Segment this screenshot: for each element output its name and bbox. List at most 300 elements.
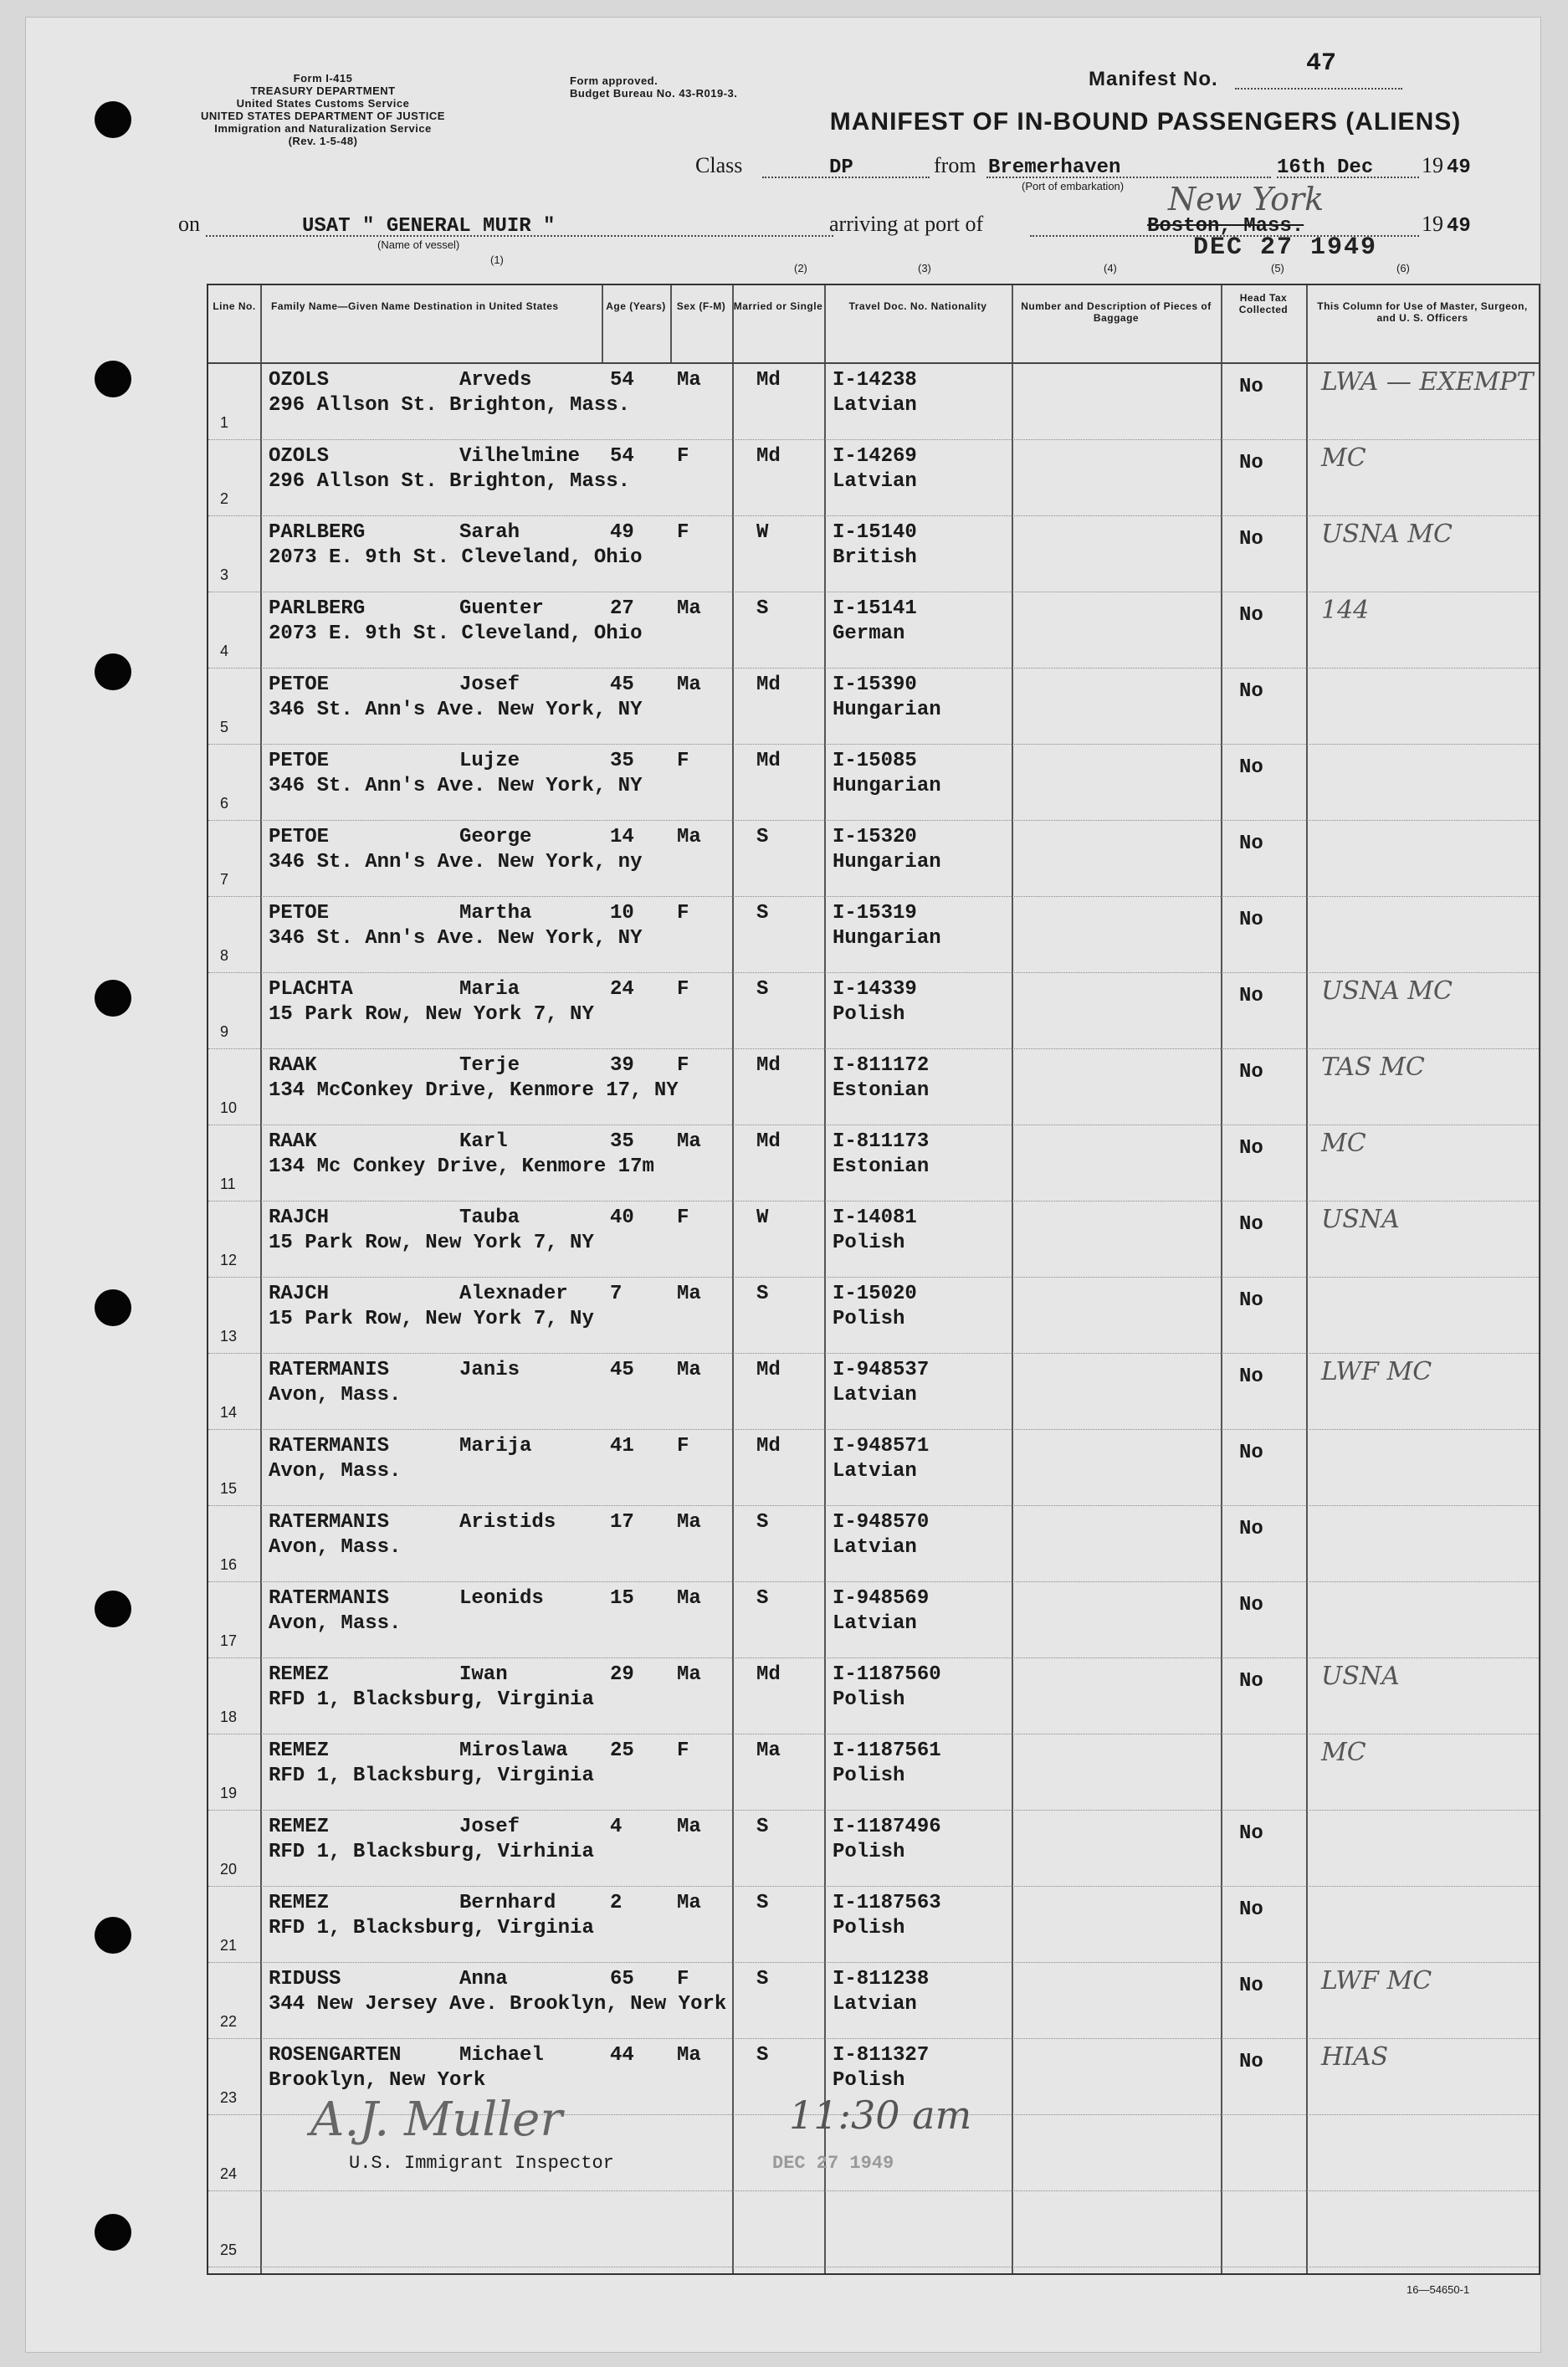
line-number: 8 bbox=[220, 947, 229, 964]
line-number: 24 bbox=[220, 2165, 238, 2182]
destination-address: 346 St. Ann's Ave. New York, NY bbox=[269, 699, 643, 721]
nationality: Polish bbox=[833, 1232, 905, 1254]
table-row bbox=[208, 821, 1539, 898]
line-number: 12 bbox=[220, 1252, 238, 1268]
sex-value: F bbox=[677, 1739, 689, 1762]
nationality: Polish bbox=[833, 1308, 905, 1330]
given-name: Tauba bbox=[459, 1207, 520, 1229]
head-tax-value: No bbox=[1239, 1975, 1263, 1997]
family-name: OZOLS bbox=[269, 369, 330, 392]
marital-status: W bbox=[756, 521, 769, 544]
marital-status: Md bbox=[756, 674, 781, 696]
marital-status: S bbox=[756, 1511, 769, 1534]
age-value: 45 bbox=[610, 674, 634, 696]
given-name: Arveds bbox=[459, 369, 532, 392]
given-name: Leonids bbox=[459, 1587, 544, 1610]
nationality: Polish bbox=[833, 1765, 905, 1787]
vessel-label: (Name of vessel) bbox=[377, 238, 460, 251]
line-number: 4 bbox=[220, 643, 229, 659]
destination-address: 346 St. Ann's Ave. New York, ny bbox=[269, 851, 643, 874]
manifest-no-label: Manifest No. bbox=[1089, 68, 1218, 90]
age-value: 65 bbox=[610, 1968, 634, 1990]
table-row bbox=[208, 745, 1539, 822]
marital-status: Md bbox=[756, 1130, 781, 1153]
given-name: Marija bbox=[459, 1435, 532, 1458]
time-note: 11:30 am bbox=[789, 2093, 972, 2138]
table-row bbox=[208, 1430, 1539, 1507]
travel-doc-number: I-15140 bbox=[833, 521, 917, 544]
marital-status: S bbox=[756, 2044, 769, 2067]
punch-hole bbox=[95, 980, 131, 1017]
table-row bbox=[208, 364, 1539, 441]
sex-value: F bbox=[677, 1435, 689, 1458]
head-tax-value: No bbox=[1239, 1289, 1263, 1312]
marital-status: S bbox=[756, 1892, 769, 1914]
travel-doc-number: I-1187563 bbox=[833, 1892, 941, 1914]
marital-status: Md bbox=[756, 369, 781, 392]
manifest-sheet bbox=[25, 17, 1541, 2353]
nationality: Hungarian bbox=[833, 775, 941, 797]
family-name: REMEZ bbox=[269, 1739, 330, 1762]
head-tax-value: No bbox=[1239, 376, 1263, 398]
col-travel-doc: Travel Doc. No. Nationality bbox=[848, 300, 987, 312]
sex-value: Ma bbox=[677, 1816, 701, 1838]
table-row bbox=[208, 1201, 1539, 1278]
marital-status: S bbox=[756, 1968, 769, 1990]
given-name: Martha bbox=[459, 902, 532, 925]
vessel-name: USAT " GENERAL MUIR " bbox=[302, 215, 556, 238]
given-name: Guenter bbox=[459, 597, 544, 620]
official-note: 144 bbox=[1321, 596, 1370, 625]
age-value: 49 bbox=[610, 521, 634, 544]
col-baggage: Number and Description of Pieces of Baggage bbox=[1021, 300, 1212, 324]
age-value: 44 bbox=[610, 2044, 634, 2067]
line-number: 9 bbox=[220, 1023, 229, 1040]
on-label: on bbox=[178, 212, 200, 236]
sex-value: F bbox=[677, 902, 689, 925]
marital-status: Md bbox=[756, 1435, 781, 1458]
head-tax-value: No bbox=[1239, 909, 1263, 931]
family-name: OZOLS bbox=[269, 445, 330, 468]
table-row bbox=[208, 1811, 1539, 1888]
age-value: 54 bbox=[610, 445, 634, 468]
nationality: Latvian bbox=[833, 1612, 917, 1635]
nationality: Polish bbox=[833, 1841, 905, 1863]
line-number: 7 bbox=[220, 871, 229, 888]
port-handwritten: New York bbox=[1168, 181, 1325, 218]
travel-doc-number: I-811172 bbox=[833, 1054, 930, 1077]
sex-value: Ma bbox=[677, 1283, 701, 1305]
table-row bbox=[208, 1278, 1539, 1355]
col-name: Family Name—Given Name Destination in United States bbox=[271, 300, 559, 312]
sex-value: F bbox=[677, 1054, 689, 1077]
official-note: TAS MC bbox=[1321, 1053, 1425, 1082]
travel-doc-number: I-14238 bbox=[833, 369, 917, 392]
family-name: RAAK bbox=[269, 1130, 317, 1153]
family-name: PARLBERG bbox=[269, 521, 366, 544]
family-name: RIDUSS bbox=[269, 1968, 341, 1990]
class-value: DP bbox=[829, 156, 853, 179]
line-number: 23 bbox=[220, 2089, 238, 2106]
head-tax-value: No bbox=[1239, 1213, 1263, 1236]
family-name: PETOE bbox=[269, 750, 330, 772]
col-num-5: (5) bbox=[1271, 262, 1284, 274]
marital-status: W bbox=[756, 1207, 769, 1229]
sex-value: F bbox=[677, 521, 689, 544]
given-name: Anna bbox=[459, 1968, 508, 1990]
given-name: Aristids bbox=[459, 1511, 556, 1534]
age-value: 54 bbox=[610, 369, 634, 392]
sex-value: Ma bbox=[677, 1359, 701, 1381]
sex-value: Ma bbox=[677, 1587, 701, 1610]
col-num-3: (3) bbox=[918, 262, 931, 274]
sex-value: F bbox=[677, 1207, 689, 1229]
date-value: 16th Dec bbox=[1277, 156, 1374, 179]
year-prefix-2: 19 bbox=[1422, 212, 1443, 236]
travel-doc-number: I-15020 bbox=[833, 1283, 917, 1305]
given-name: Sarah bbox=[459, 521, 520, 544]
nationality: Polish bbox=[833, 1003, 905, 1026]
footer-stamp: DEC 27 1949 bbox=[772, 2153, 894, 2174]
given-name: Josef bbox=[459, 1816, 520, 1838]
given-name: Terje bbox=[459, 1054, 520, 1077]
port-embark-label: (Port of embarkation) bbox=[1022, 180, 1125, 192]
given-name: George bbox=[459, 826, 532, 848]
head-tax-value: No bbox=[1239, 1822, 1263, 1845]
official-note: MC bbox=[1321, 1738, 1366, 1767]
sex-value: Ma bbox=[677, 1892, 701, 1914]
age-value: 40 bbox=[610, 1207, 634, 1229]
sex-value: F bbox=[677, 1968, 689, 1990]
arriving-label: arriving at port of bbox=[829, 212, 984, 236]
given-name: Iwan bbox=[459, 1663, 508, 1686]
head-tax-value: No bbox=[1239, 985, 1263, 1007]
table-row bbox=[208, 1506, 1539, 1583]
destination-address: 296 Allson St. Brighton, Mass. bbox=[269, 470, 631, 493]
given-name: Bernhard bbox=[459, 1892, 556, 1914]
page-title: MANIFEST OF IN-BOUND PASSENGERS (ALIENS) bbox=[829, 108, 1462, 136]
travel-doc-number: I-14269 bbox=[833, 445, 917, 468]
sex-value: F bbox=[677, 445, 689, 468]
family-name: PLACHTA bbox=[269, 978, 353, 1001]
class-label: Class bbox=[695, 153, 743, 177]
destination-address: Brooklyn, New York bbox=[269, 2069, 486, 2092]
year-prefix: 19 bbox=[1422, 153, 1443, 177]
destination-address: 15 Park Row, New York 7, Ny bbox=[269, 1308, 594, 1330]
line-number: 6 bbox=[220, 795, 229, 812]
official-note: LWF MC bbox=[1321, 1966, 1432, 1996]
year-value-2: 49 bbox=[1447, 215, 1471, 238]
marital-status: Md bbox=[756, 1663, 781, 1686]
punch-hole bbox=[95, 101, 131, 138]
sex-value: Ma bbox=[677, 826, 701, 848]
destination-address: Avon, Mass. bbox=[269, 1384, 402, 1406]
inspector-signature: A.J. Muller bbox=[310, 2093, 563, 2147]
line-number: 5 bbox=[220, 719, 229, 735]
table-row bbox=[208, 1734, 1539, 1811]
travel-doc-number: I-15141 bbox=[833, 597, 917, 620]
sex-value: Ma bbox=[677, 597, 701, 620]
marital-status: S bbox=[756, 1587, 769, 1610]
punch-hole bbox=[95, 653, 131, 690]
table-row bbox=[208, 1125, 1539, 1202]
nationality: Latvian bbox=[833, 1536, 917, 1559]
col-age: Age (Years) bbox=[606, 300, 666, 312]
travel-doc-number: I-1187561 bbox=[833, 1739, 941, 1762]
family-name: RAAK bbox=[269, 1054, 317, 1077]
travel-doc-number: I-1187560 bbox=[833, 1663, 941, 1686]
nationality: Latvian bbox=[833, 1384, 917, 1406]
age-value: 39 bbox=[610, 1054, 634, 1077]
table-row bbox=[208, 516, 1539, 593]
line-number: 19 bbox=[220, 1785, 238, 1801]
travel-doc-number: I-811173 bbox=[833, 1130, 930, 1153]
official-note: LWF MC bbox=[1321, 1357, 1432, 1386]
head-tax-value: No bbox=[1239, 1594, 1263, 1616]
destination-address: Avon, Mass. bbox=[269, 1612, 402, 1635]
col-num-1-top: (1) bbox=[490, 254, 504, 266]
age-value: 10 bbox=[610, 902, 634, 925]
form-agency-block bbox=[177, 72, 469, 147]
col-line-no: Line No. bbox=[213, 300, 256, 312]
head-tax-value: No bbox=[1239, 756, 1263, 779]
budget-label: Budget Bureau No. 43-R019-3. bbox=[570, 87, 738, 100]
family-name: RATERMANIS bbox=[269, 1435, 390, 1458]
family-name: PARLBERG bbox=[269, 597, 366, 620]
nationality: German bbox=[833, 622, 905, 645]
official-note: USNA bbox=[1321, 1662, 1400, 1691]
line-number: 16 bbox=[220, 1556, 238, 1573]
line-number: 21 bbox=[220, 1937, 238, 1954]
table-row bbox=[208, 2191, 1539, 2268]
marital-status: S bbox=[756, 1283, 769, 1305]
age-value: 35 bbox=[610, 1130, 634, 1153]
marital-status: S bbox=[756, 902, 769, 925]
official-note: HIAS bbox=[1321, 2042, 1389, 2072]
marital-status: Md bbox=[756, 1054, 781, 1077]
sex-value: Ma bbox=[677, 1511, 701, 1534]
head-tax-value: No bbox=[1239, 833, 1263, 855]
table-row bbox=[208, 669, 1539, 745]
punch-hole bbox=[95, 1289, 131, 1326]
given-name: Janis bbox=[459, 1359, 520, 1381]
head-tax-value: No bbox=[1239, 1518, 1263, 1540]
nationality: Polish bbox=[833, 1688, 905, 1711]
given-name: Miroslawa bbox=[459, 1739, 568, 1762]
head-tax-value: No bbox=[1239, 604, 1263, 627]
given-name: Vilhelmine bbox=[459, 445, 581, 468]
line-number: 15 bbox=[220, 1480, 238, 1497]
age-value: 45 bbox=[610, 1359, 634, 1381]
travel-doc-number: I-948569 bbox=[833, 1587, 930, 1610]
marital-status: S bbox=[756, 978, 769, 1001]
travel-doc-number: I-1187496 bbox=[833, 1816, 941, 1838]
official-note: LWA — EXEMPT bbox=[1321, 367, 1534, 397]
official-note: MC bbox=[1321, 1129, 1366, 1158]
family-name: PETOE bbox=[269, 826, 330, 848]
line-number: 22 bbox=[220, 2013, 238, 2030]
col-num-4: (4) bbox=[1104, 262, 1117, 274]
given-name: Josef bbox=[459, 674, 520, 696]
table-row bbox=[208, 1963, 1539, 2040]
head-tax-value: No bbox=[1239, 2051, 1263, 2073]
travel-doc-number: I-14081 bbox=[833, 1207, 917, 1229]
age-value: 25 bbox=[610, 1739, 634, 1762]
given-name: Lujze bbox=[459, 750, 520, 772]
col-num-2: (2) bbox=[794, 262, 807, 274]
head-tax-value: No bbox=[1239, 1137, 1263, 1160]
inspector-label: U.S. Immigrant Inspector bbox=[349, 2153, 614, 2174]
col-official: This Column for Use of Master, Surgeon, and U. S. Officers bbox=[1317, 300, 1528, 324]
travel-doc-number: I-14339 bbox=[833, 978, 917, 1001]
destination-address: 15 Park Row, New York 7, NY bbox=[269, 1003, 594, 1026]
nationality: Hungarian bbox=[833, 927, 941, 950]
sex-value: Ma bbox=[677, 1130, 701, 1153]
age-value: 24 bbox=[610, 978, 634, 1001]
table-row bbox=[208, 1887, 1539, 1964]
travel-doc-number: I-948571 bbox=[833, 1435, 930, 1458]
line-number: 3 bbox=[220, 566, 229, 583]
line-number: 14 bbox=[220, 1404, 238, 1421]
punch-hole bbox=[95, 2214, 131, 2251]
official-note: USNA MC bbox=[1321, 520, 1453, 549]
destination-address: Avon, Mass. bbox=[269, 1536, 402, 1559]
nationality: Hungarian bbox=[833, 699, 941, 721]
age-value: 15 bbox=[610, 1587, 634, 1610]
family-name: PETOE bbox=[269, 674, 330, 696]
head-tax-value: No bbox=[1239, 1898, 1263, 1921]
head-tax-value: No bbox=[1239, 528, 1263, 551]
destination-address: 296 Allson St. Brighton, Mass. bbox=[269, 394, 631, 417]
age-value: 4 bbox=[610, 1816, 623, 1838]
manifest-number: 47 bbox=[1306, 49, 1337, 78]
travel-doc-number: I-15085 bbox=[833, 750, 917, 772]
head-tax-value: No bbox=[1239, 1442, 1263, 1464]
official-note: MC bbox=[1321, 443, 1366, 473]
from-value: Bremerhaven bbox=[988, 156, 1121, 179]
nationality: Polish bbox=[833, 1917, 905, 1939]
destination-address: RFD 1, Blacksburg, Virginia bbox=[269, 1688, 594, 1711]
col-head-tax: Head Tax Collected bbox=[1238, 292, 1289, 315]
head-tax-value: No bbox=[1239, 1365, 1263, 1388]
given-name: Maria bbox=[459, 978, 520, 1001]
revision-label: (Rev. 1-5-48) bbox=[288, 135, 358, 147]
destination-address: 346 St. Ann's Ave. New York, NY bbox=[269, 775, 643, 797]
age-value: 29 bbox=[610, 1663, 634, 1686]
travel-doc-number: I-811238 bbox=[833, 1968, 930, 1990]
official-note: USNA bbox=[1321, 1205, 1400, 1234]
table-row bbox=[208, 897, 1539, 974]
line-number: 17 bbox=[220, 1632, 238, 1649]
destination-address: 344 New Jersey Ave. Brooklyn, New York bbox=[269, 1993, 727, 2016]
from-label: from bbox=[934, 153, 976, 177]
line-number: 11 bbox=[220, 1176, 236, 1192]
destination-address: RFD 1, Blacksburg, Virginia bbox=[269, 1765, 594, 1787]
marital-status: S bbox=[756, 826, 769, 848]
line-number: 25 bbox=[220, 2241, 238, 2258]
family-name: RATERMANIS bbox=[269, 1359, 390, 1381]
nationality: Latvian bbox=[833, 1460, 917, 1483]
form-number: Form I-415 bbox=[293, 72, 353, 85]
given-name: Alexnader bbox=[459, 1283, 568, 1305]
age-value: 7 bbox=[610, 1283, 623, 1305]
destination-address: RFD 1, Blacksburg, Virhinia bbox=[269, 1841, 594, 1863]
marital-status: Md bbox=[756, 1359, 781, 1381]
destination-address: 134 McConkey Drive, Kenmore 17, NY bbox=[269, 1079, 679, 1102]
table-row bbox=[208, 973, 1539, 1050]
travel-doc-number: I-15390 bbox=[833, 674, 917, 696]
nationality: Latvian bbox=[833, 394, 917, 417]
destination-address: Avon, Mass. bbox=[269, 1460, 402, 1483]
table-row bbox=[208, 440, 1539, 517]
destination-address: 15 Park Row, New York 7, NY bbox=[269, 1232, 594, 1254]
col-sex: Sex (F-M) bbox=[676, 300, 726, 312]
nationality: Latvian bbox=[833, 470, 917, 493]
family-name: PETOE bbox=[269, 902, 330, 925]
nationality: Latvian bbox=[833, 1993, 917, 2016]
family-name: REMEZ bbox=[269, 1663, 330, 1686]
table-row bbox=[208, 1354, 1539, 1431]
line-number: 20 bbox=[220, 1861, 238, 1878]
given-name: Karl bbox=[459, 1130, 508, 1153]
sex-value: F bbox=[677, 978, 689, 1001]
footer-code: 16—54650-1 bbox=[1407, 2283, 1470, 2296]
family-name: RATERMANIS bbox=[269, 1511, 390, 1534]
table-row bbox=[208, 592, 1539, 669]
marital-status: Md bbox=[756, 445, 781, 468]
line-number: 18 bbox=[220, 1709, 238, 1725]
nationality: Estonian bbox=[833, 1079, 930, 1102]
age-value: 35 bbox=[610, 750, 634, 772]
nationality: Hungarian bbox=[833, 851, 941, 874]
travel-doc-number: I-15319 bbox=[833, 902, 917, 925]
destination-address: 2073 E. 9th St. Cleveland, Ohio bbox=[269, 622, 643, 645]
age-value: 41 bbox=[610, 1435, 634, 1458]
family-name: RAJCH bbox=[269, 1207, 330, 1229]
official-note: USNA MC bbox=[1321, 976, 1453, 1006]
head-tax-value: No bbox=[1239, 1061, 1263, 1084]
destination-address: 134 Mc Conkey Drive, Kenmore 17m bbox=[269, 1155, 654, 1178]
table-row bbox=[208, 1658, 1539, 1735]
age-value: 17 bbox=[610, 1511, 634, 1534]
head-tax-value: No bbox=[1239, 680, 1263, 703]
family-name: REMEZ bbox=[269, 1892, 330, 1914]
nationality: Estonian bbox=[833, 1155, 930, 1178]
head-tax-value: No bbox=[1239, 452, 1263, 474]
family-name: REMEZ bbox=[269, 1816, 330, 1838]
given-name: Michael bbox=[459, 2044, 544, 2067]
family-name: ROSENGARTEN bbox=[269, 2044, 402, 2067]
nationality: British bbox=[833, 546, 917, 569]
destination-address: RFD 1, Blacksburg, Virginia bbox=[269, 1917, 594, 1939]
approval-block bbox=[570, 74, 821, 100]
col-married: Married or Single bbox=[733, 300, 823, 312]
nationality: Polish bbox=[833, 2069, 905, 2092]
travel-doc-number: I-15320 bbox=[833, 826, 917, 848]
arrival-stamp: DEC 27 1949 bbox=[1193, 233, 1378, 262]
travel-doc-number: I-948570 bbox=[833, 1511, 930, 1534]
marital-status: S bbox=[756, 1816, 769, 1838]
family-name: RAJCH bbox=[269, 1283, 330, 1305]
sex-value: Ma bbox=[677, 1663, 701, 1686]
travel-doc-number: I-811327 bbox=[833, 2044, 930, 2067]
age-value: 27 bbox=[610, 597, 634, 620]
ins-label: Immigration and Naturalization Service bbox=[214, 122, 432, 135]
col-num-6: (6) bbox=[1396, 262, 1410, 274]
justice-label: UNITED STATES DEPARTMENT OF JUSTICE bbox=[201, 110, 445, 122]
family-name: RATERMANIS bbox=[269, 1587, 390, 1610]
punch-hole bbox=[95, 1917, 131, 1954]
